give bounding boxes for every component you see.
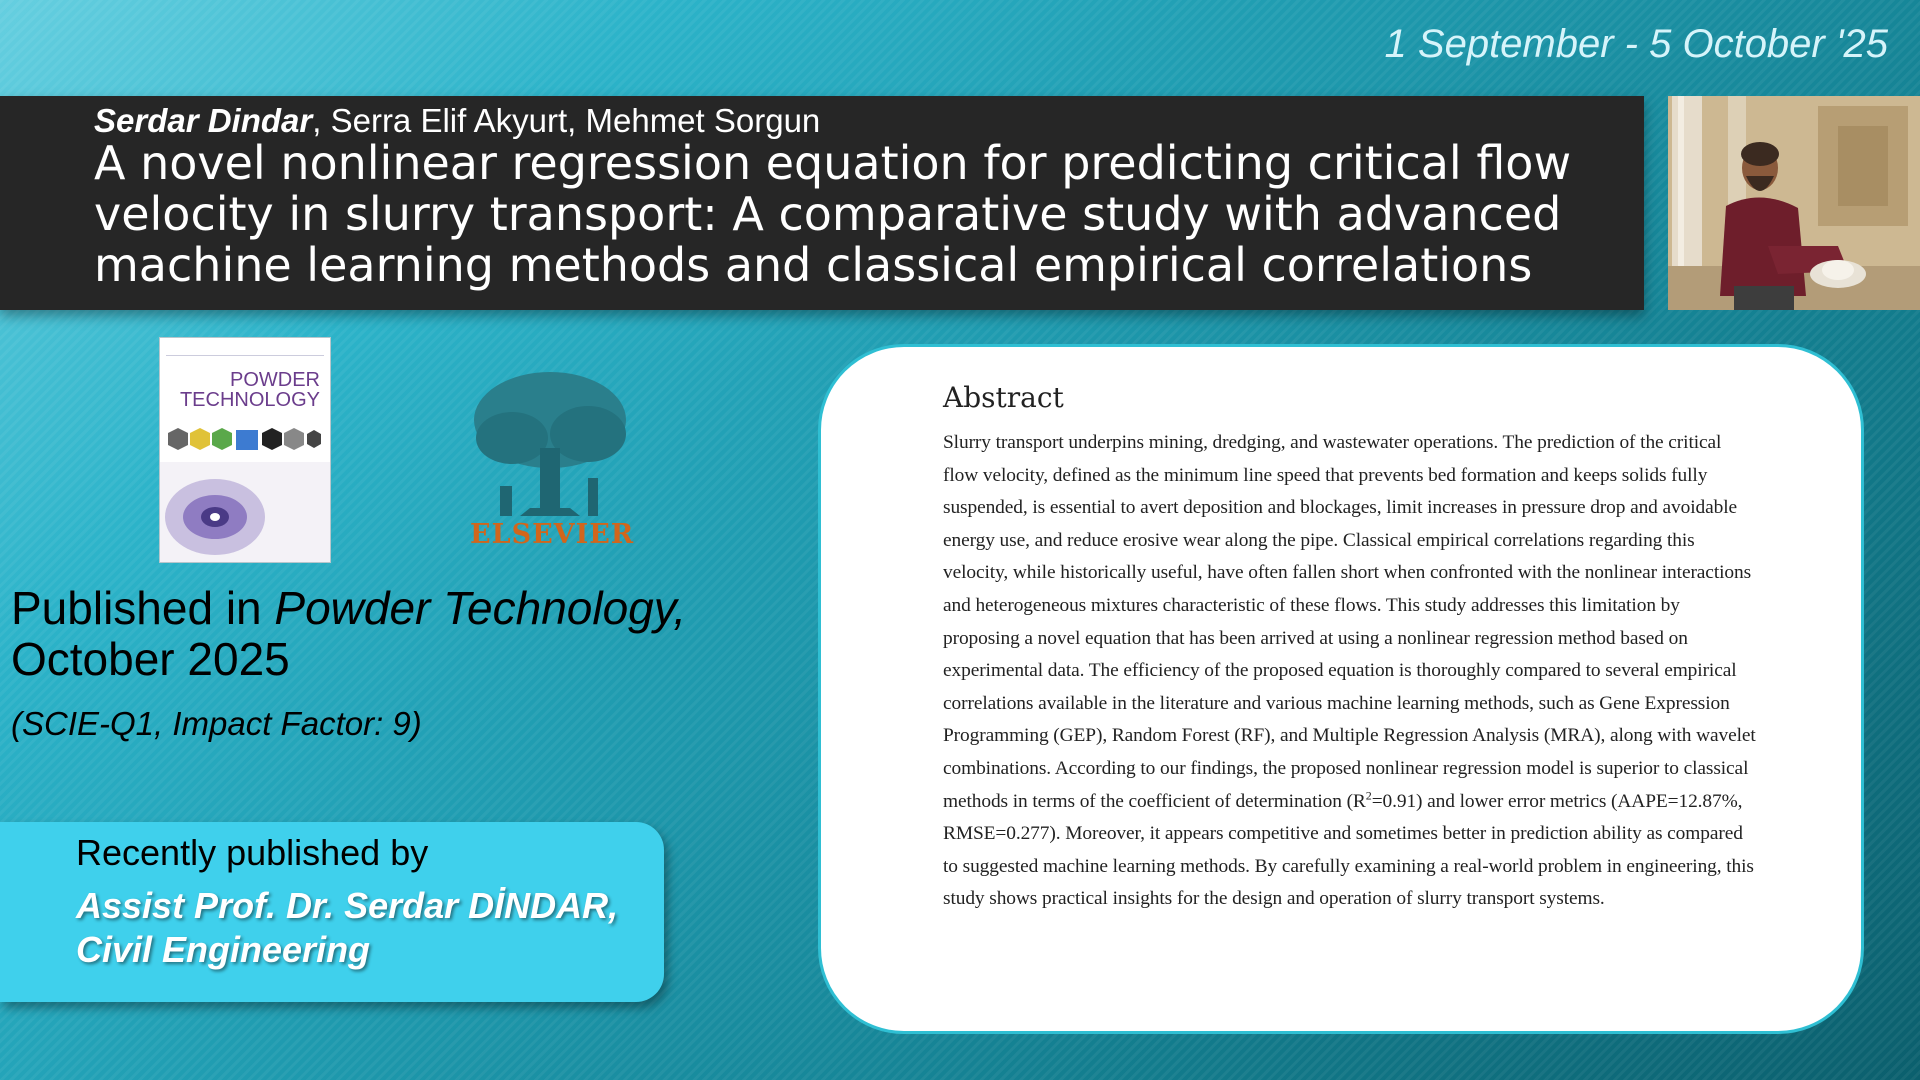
- recently-published-box: [0, 822, 664, 1002]
- coauthors: , Serra Elif Akyurt, Mehmet Sorgun: [312, 102, 821, 139]
- paper-title: A novel nonlinear regression equation for predicting critical flow velocity in slurry transport: A comparative study with advanced machine learning methods and classical empirical correlations: [94, 136, 1572, 292]
- author-photo: [1668, 96, 1920, 310]
- author-list: [94, 102, 820, 140]
- cover-name-line1: POWDER: [230, 369, 320, 391]
- recent-author: [76, 884, 656, 972]
- elsevier-wordmark: ELSEVIER: [470, 519, 635, 550]
- cover-galaxy-image: [160, 462, 330, 562]
- recent-author-name: Assist Prof. Dr. Serdar DİNDAR,: [76, 885, 619, 926]
- published-in: [11, 583, 791, 685]
- recently-published-label: Recently published by: [76, 832, 429, 873]
- date-range: 1 September - 5 October '25: [1384, 22, 1888, 66]
- journal-metrics: (SCIE-Q1, Impact Factor: 9): [11, 705, 422, 742]
- cover-hexagon-icons: [168, 426, 322, 460]
- cover-header-strip: [166, 343, 324, 356]
- abstract-card: [818, 344, 1864, 1034]
- abstract-heading: Abstract: [943, 381, 1064, 414]
- title-band: [0, 96, 1644, 310]
- journal-cover: [159, 337, 331, 563]
- recent-author-department: Civil Engineering: [76, 929, 371, 970]
- abstract-text-part2: =0.91) and lower error metrics (AAPE=12.87%, RMSE=0.277). Moreover, it appears competitive and sometimes better in prediction ability as compared to suggested machine learning methods. By carefully examining a real-world problem in engineering, this study shows practical insights for the design and operation of slurry transport systems.: [943, 790, 1754, 910]
- published-date: October 2025: [11, 633, 290, 685]
- journal-name: Powder Technology,: [274, 582, 687, 634]
- abstract-text: [943, 427, 1761, 916]
- cover-name-line2: TECHNOLOGY: [179, 389, 320, 411]
- published-prefix: Published in: [11, 582, 275, 634]
- cover-journal-name: [180, 370, 320, 410]
- abstract-text-part1: Slurry transport underpins mining, dredging, and wastewater operations. The prediction of the critical flow velocity, defined as the minimum line speed that prevents bed formation and keeps solids fully suspended, is essential to avert deposition and blockages, limit increases in pressure drop and avoidable energy use, and reduce erosive wear along the pipe. Classical empirical correlations regarding this velocity, while historically useful, have often fallen short when confronted with the nonlinear interactions and heterogeneous mixtures characteristic of these flows. This study addresses this limitation by proposing a novel equation that has been arrived at using a nonlinear regression method based on experimental data. The efficiency of the proposed equation is thoroughly compared to several empirical correlations available in the literature and various machine learning methods, such as Gene Expression Programming (GEP), Random Forest (RF), and Multiple Regression Analysis (MRA), along with wavelet combinations. According to our findings, the proposed nonlinear regression model is superior to classical methods in terms of the coefficient of determination (R: [943, 432, 1756, 812]
- author-photo-image: [1668, 96, 1920, 310]
- lead-author: Serdar Dindar: [94, 102, 313, 139]
- abstract-superscript: 2: [1365, 788, 1372, 803]
